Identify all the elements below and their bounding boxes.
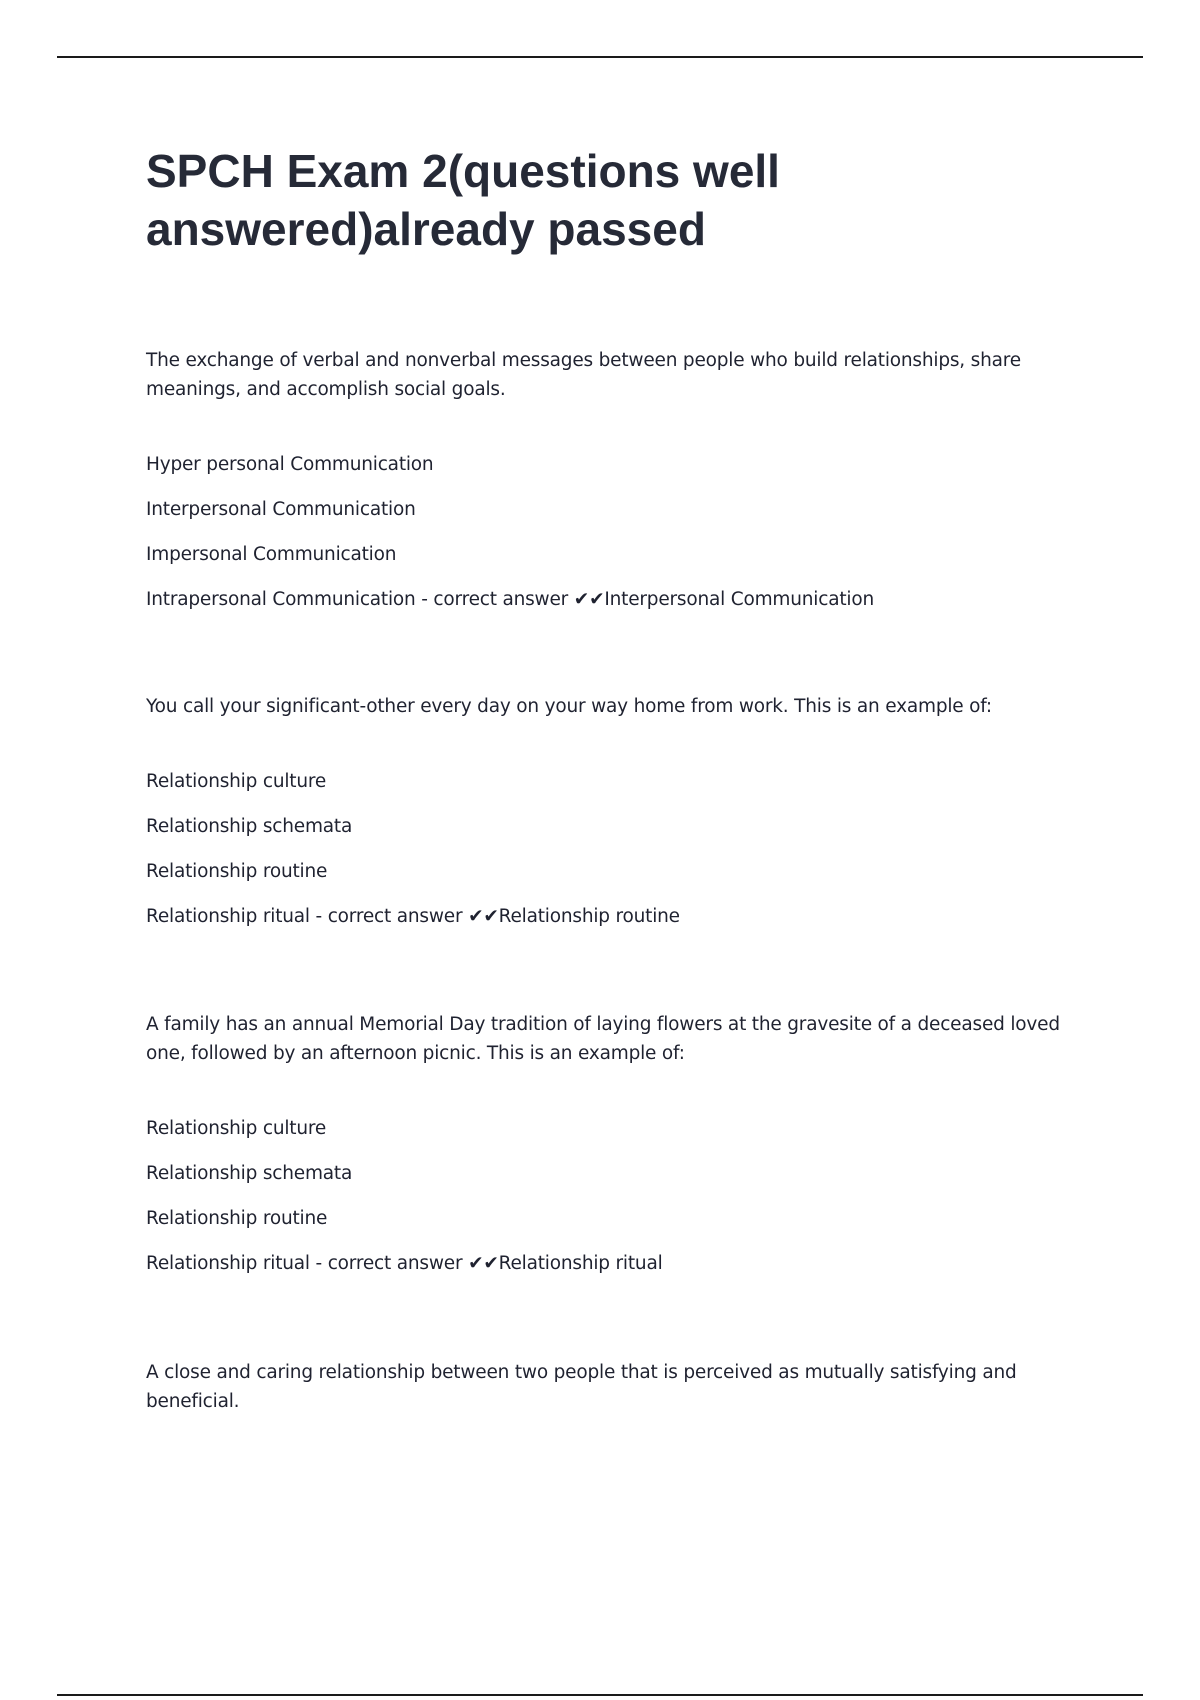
option-item: Interpersonal Communication [146, 499, 416, 520]
top-divider [57, 56, 1143, 58]
question-prompt: A family has an annual Memorial Day tradition of laying flowers at the gravesite of a deceased loved one, followed by an afternoon picnic. This is an example of: [146, 1014, 1060, 1064]
answer-options [146, 450, 1096, 630]
question-block-1 [146, 346, 1096, 630]
answer-options [146, 1114, 1096, 1294]
correct-answer-text: Relationship ritual [498, 1253, 663, 1274]
option-item: Relationship schemata [146, 1163, 353, 1184]
check-icon: ✔✔ [573, 589, 605, 610]
option-item: Relationship routine [146, 861, 328, 882]
correct-answer-marker: - correct answer [415, 589, 574, 610]
option-item: Relationship culture [146, 771, 327, 792]
option-item: Impersonal Communication [146, 544, 397, 565]
check-icon: ✔✔ [468, 1253, 499, 1274]
option-item: Relationship routine [146, 1208, 328, 1229]
correct-answer-marker: - correct answer [309, 906, 469, 927]
correct-answer-text: Relationship routine [498, 906, 680, 927]
question-prompt: You call your significant-other every day on your way home from work. This is an example of: [146, 696, 992, 717]
question-block-4 [146, 1358, 1096, 1416]
question-prompt: The exchange of verbal and nonverbal messages between people who build relationships, share meanings, and accomplish social goals. [146, 350, 1021, 400]
option-item: Hyper personal Communication [146, 454, 434, 475]
answer-options [146, 767, 1096, 947]
option-with-answer [146, 902, 1096, 947]
option-with-answer [146, 1249, 1096, 1294]
bottom-divider [57, 1694, 1143, 1696]
correct-answer-marker: - correct answer [309, 1253, 469, 1274]
question-block-2 [146, 692, 1096, 947]
option-item: Relationship culture [146, 1118, 327, 1139]
correct-answer-text: Interpersonal Communication [604, 589, 874, 610]
question-block-3 [146, 1010, 1096, 1294]
option-item: Relationship schemata [146, 816, 353, 837]
option-with-answer [146, 585, 1096, 630]
option-text: Relationship ritual [146, 1253, 310, 1274]
option-text: Intrapersonal Communication [146, 589, 416, 610]
document-body [146, 142, 1096, 1412]
option-text: Relationship ritual [146, 906, 310, 927]
page-title: SPCH Exam 2(questions well answered)already passed [146, 145, 780, 255]
question-prompt: A close and caring relationship between two people that is perceived as mutually satisfying and beneficial. [146, 1362, 1017, 1412]
check-icon: ✔✔ [468, 906, 499, 927]
